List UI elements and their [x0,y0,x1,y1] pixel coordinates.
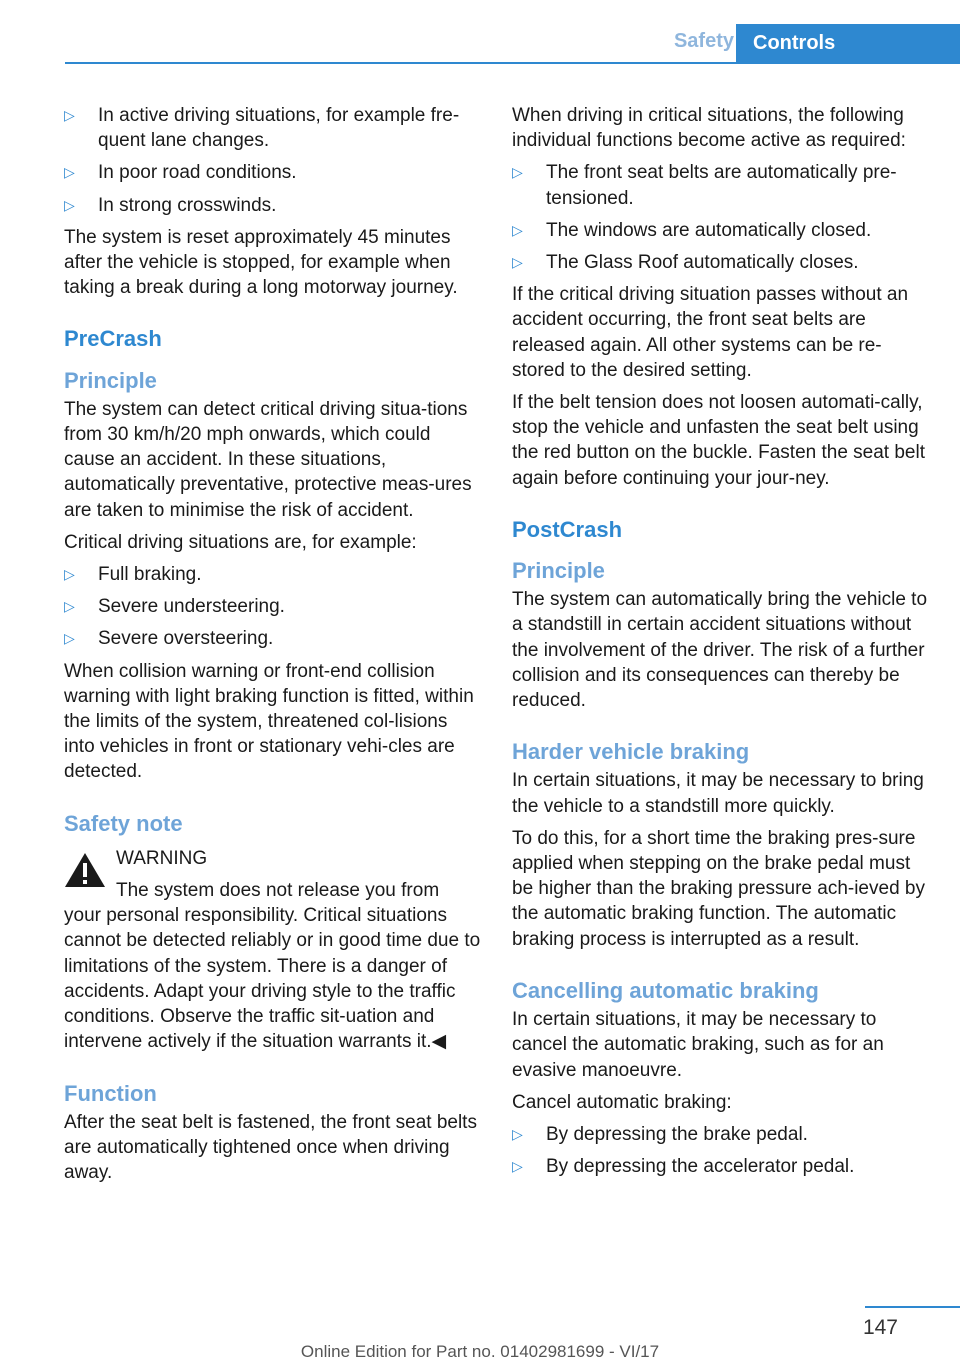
belt-paragraph: If the belt tension does not loosen automati-cally, stop the vehicle and unfasten the seat belt using the red button on the buckle. Fasten the seat belt again before continuing your jour-ney. [512,392,925,489]
cancel-text: In certain situations, it may be necessary to cancel the automatic braking, such as for an evasive manoeuvre. [512,1009,884,1081]
triangle-bullet-icon: ▷ [64,630,75,647]
warning-label: WARNING [116,847,208,869]
triangle-bullet-icon: ▷ [64,598,75,615]
principle-heading: Principle [512,558,605,584]
page-header [65,24,960,64]
principle-heading: Principle [64,367,157,393]
list-item: ▷ By depressing the accelerator pedal. [512,1154,930,1179]
page-number: 147 [862,1316,898,1339]
critical-functions-intro: When driving in critical situations, the following individual functions become active as required: [512,105,906,152]
list-item: ▷ Severe understeering. [64,594,482,619]
page-number-rule [865,1306,960,1308]
function-text: After the seat belt is fastened, the front seat belts are automatically tightened once when driving away. [64,1111,477,1184]
triangle-bullet-icon: ▷ [512,221,523,238]
collision-paragraph: When collision warning or front-end collision warning with light braking function is fitted, within the limits of the system, threatened col-lisions into vehicles in front or stationary vehi-cles are detected. [64,660,474,783]
footer-edition: Online Edition for Part no. 01402981699 - VI/17 [300,1342,660,1361]
harder-text-1: In certain situations, it may be necessary to bring the vehicle to a standstill more quickly. [512,770,924,817]
tab-safety[interactable]: Safety [673,30,734,52]
list-item: ▷ In poor road conditions. [64,160,482,185]
list-item: ▷ Full braking. [64,562,482,587]
triangle-bullet-icon: ▷ [64,566,75,583]
list-item: ▷ Severe oversteering. [64,626,482,651]
principle-text: The system can detect critical driving situa-tions from 30 km/h/20 mph onwards, which could cause an accident. In these situations, automatically preventative, protective meas-ures are taken to minimise the risk of accident. [64,398,472,521]
harder-text-2: To do this, for a short time the braking pres-sure applied when stepping on the brake pedal must be higher than the braking pressure ach-ieved by the automatic braking function. The automatic braking process is interrupted as a result. [512,827,925,950]
critical-intro: Critical driving situations are, for example: [64,531,417,553]
triangle-bullet-icon: ▷ [512,1158,523,1175]
list-item: ▷ In strong crosswinds. [64,193,482,218]
left-column [64,103,482,1192]
warning-text: your personal responsibility. Critical situations cannot be detected reliably or in good time due to limitations of the system. There is a danger of accidents. Adapt your driving style to the traffic conditions. Observe the traffic sit-uation and intervene actively if the situation warrants it.◀ [64,905,481,1053]
list-item: ▷ The Glass Roof automatically closes. [512,250,930,275]
triangle-bullet-icon: ▷ [64,196,75,213]
right-column [512,103,930,1186]
list-item: ▷ The windows are automatically closed. [512,218,930,243]
postcrash-heading: PostCrash [512,516,623,542]
warning-first-line: The system does not release you from [116,880,440,902]
function-heading: Function [64,1080,157,1106]
safety-note-heading: Safety note [64,810,183,836]
principle-text: The system can automatically bring the vehicle to a standstill in certain accident situations without the involvement of the driver. The risk of a further collision and its consequences can thereby be reduced. [512,589,928,712]
precrash-heading: PreCrash [64,326,162,352]
triangle-bullet-icon: ▷ [64,107,75,123]
cancel-braking-heading: Cancelling automatic braking [512,977,819,1003]
warning-triangle-icon [64,852,106,895]
triangle-bullet-icon: ▷ [64,164,75,181]
list-item: ▷ The front seat belts are automatically pre-tensioned. [512,162,897,209]
triangle-bullet-icon: ▷ [512,164,523,181]
triangle-bullet-icon: ▷ [512,1125,523,1142]
triangle-bullet-icon: ▷ [512,254,523,271]
list-item: ▷ In active driving situations, for example fre-quent lane changes. [64,105,460,152]
harder-braking-heading: Harder vehicle braking [512,739,750,765]
release-paragraph: If the critical driving situation passes without an accident occurring, the front seat belts are released again. All other systems can be re-stored to the desired setting. [512,284,909,381]
warning-block [64,846,482,903]
reset-paragraph: The system is reset approximately 45 minutes after the vehicle is stopped, for example when taking a break during a long motorway journey. [64,226,458,299]
tab-controls[interactable]: Controls [736,24,960,62]
cancel-intro: Cancel automatic braking: [512,1091,732,1113]
list-item: ▷ By depressing the brake pedal. [512,1122,930,1147]
